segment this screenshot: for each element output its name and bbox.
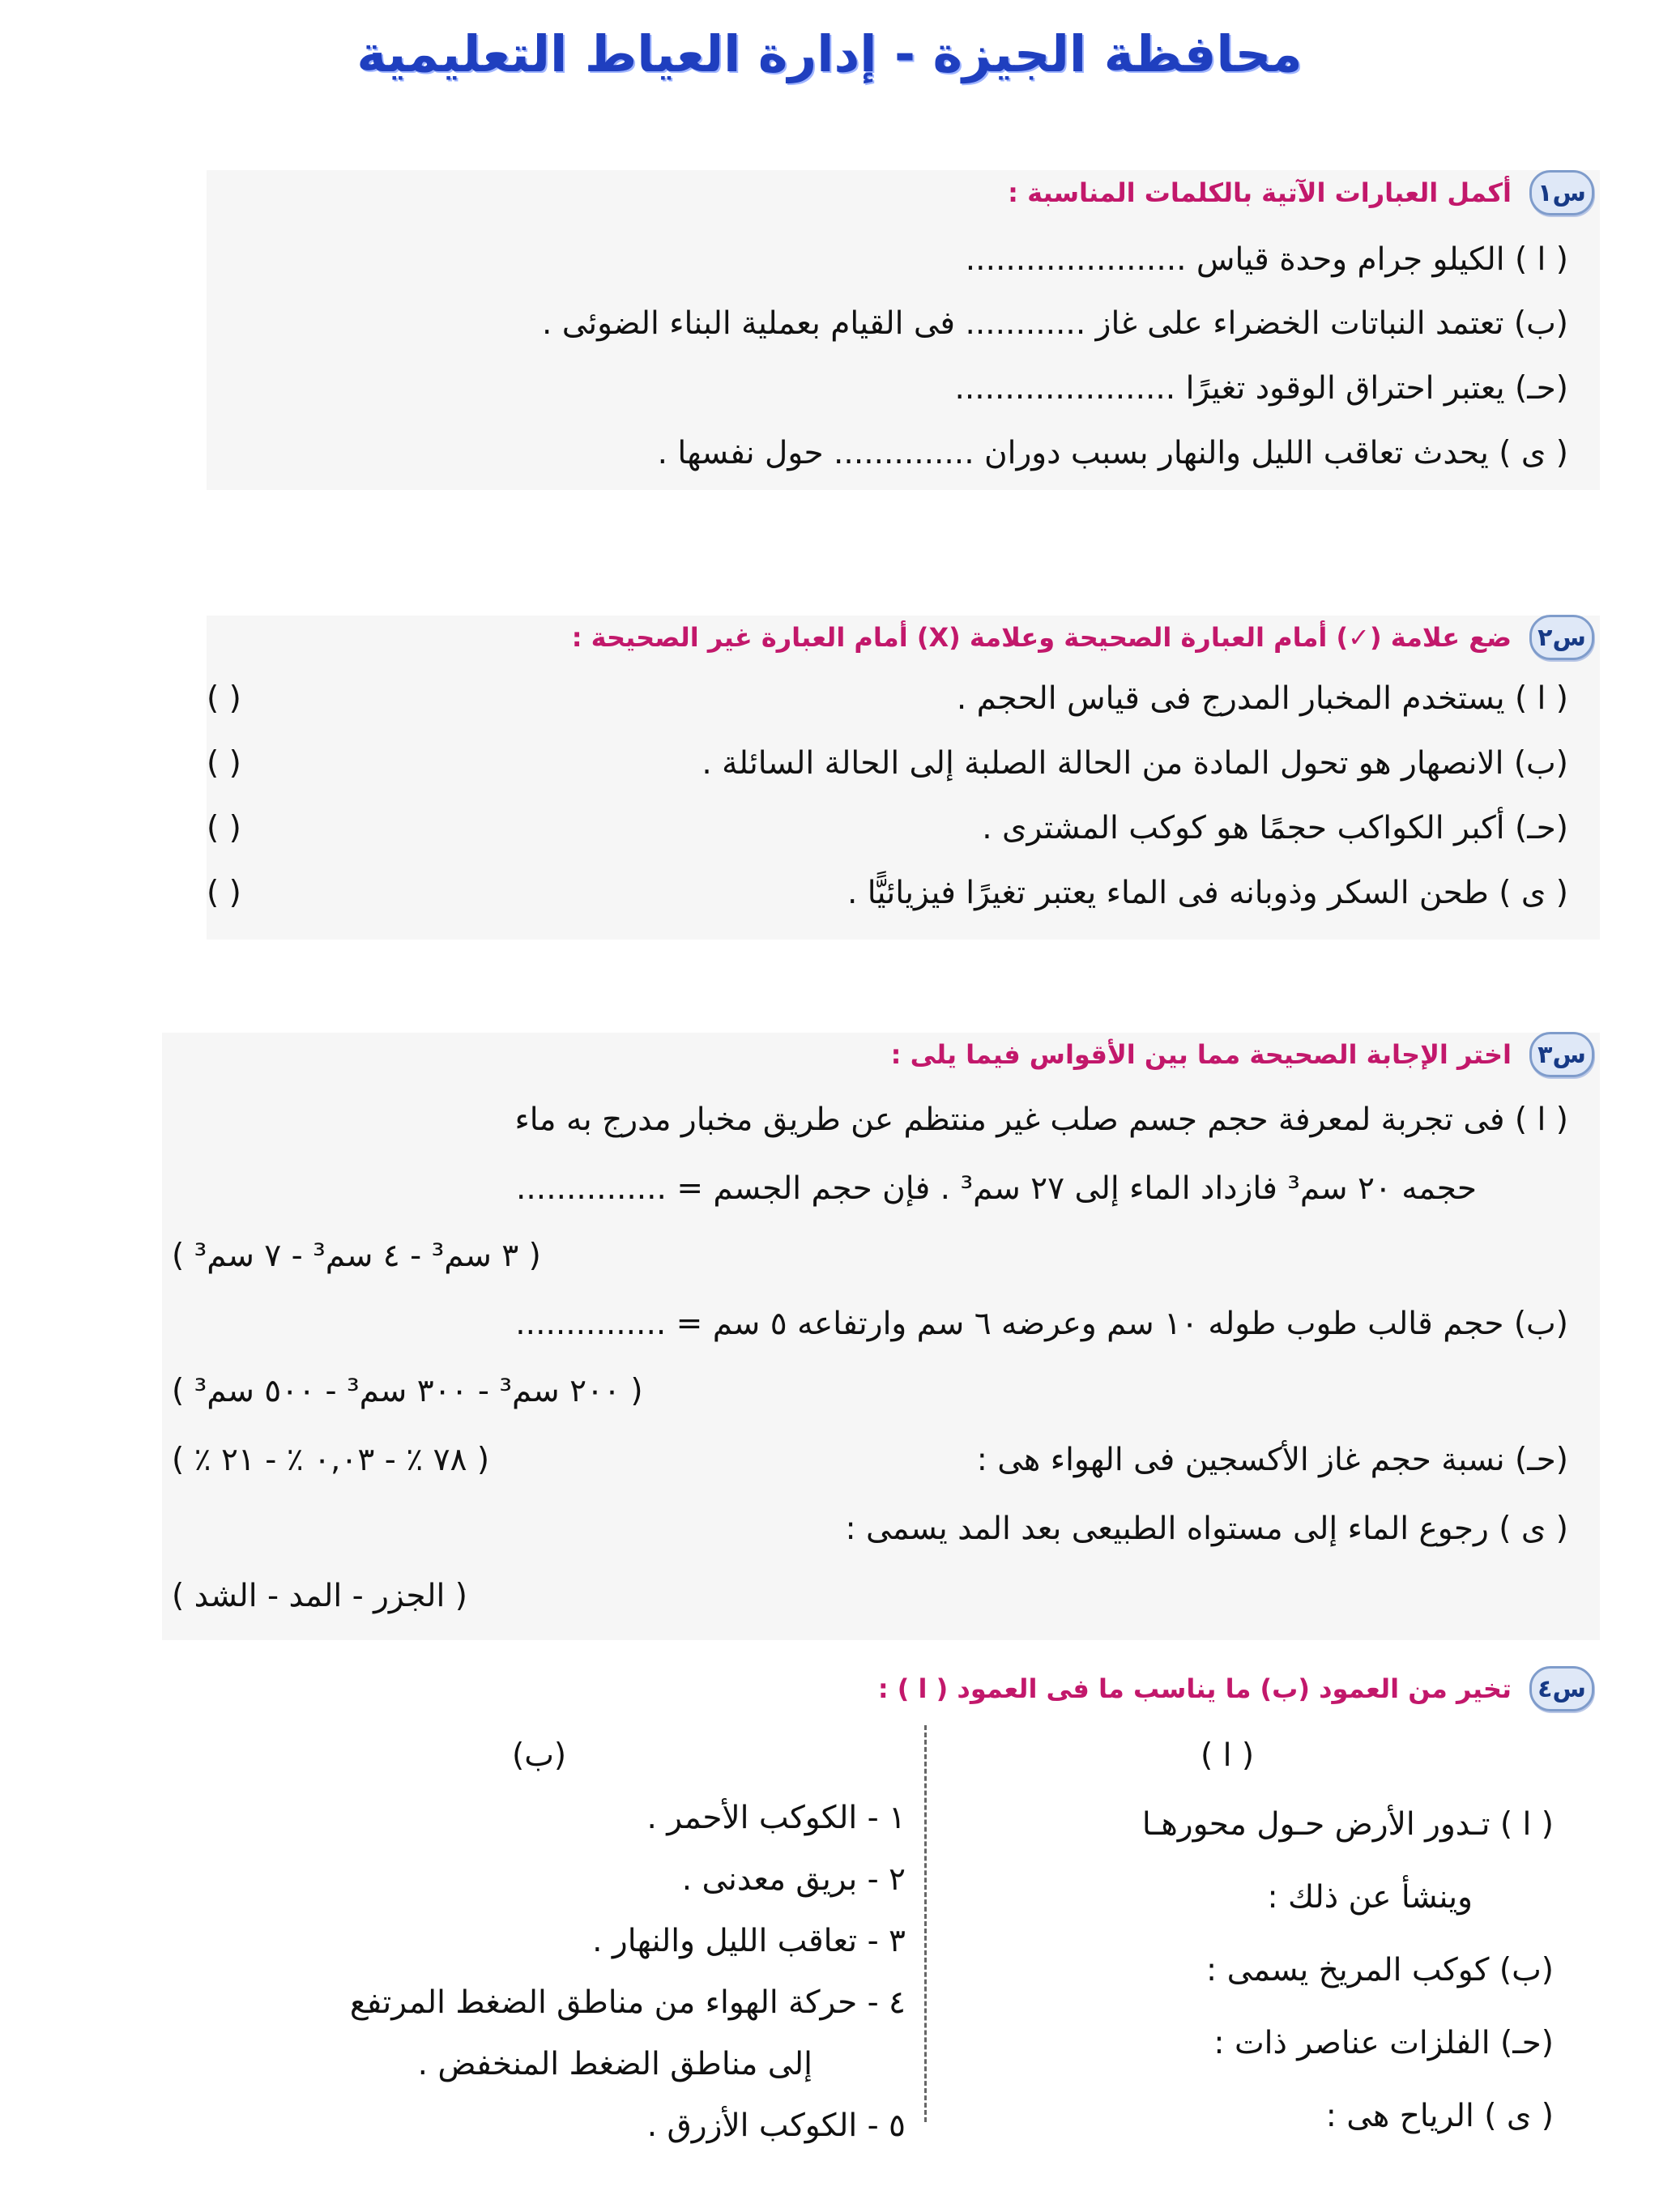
q4-header [878,1664,1594,1713]
q2-item: ( ا ) يستخدم المخبار المدرج فى قياس الحجم . [956,680,1568,717]
q2-heading: ضع علامة (✓) أمام العبارة الصحيحة وعلامة (X) أمام العبارة غير الصحيحة : [571,622,1512,653]
q1-item: (ب) تعتمد النباتات الخضراء على غاز ............ فى القيام بعملية البناء الضوئى . [541,305,1568,342]
column-a-item: ( ا ) تـدور الأرض حـول محورهـا [1141,1806,1554,1843]
q3-badge: س٣ [1529,1032,1594,1077]
column-a-item: (ب) كوكب المريخ يسمى : [1206,1952,1554,1988]
column-b-item: ٥ - الكوكب الأزرق . [646,2108,906,2144]
q2-item: (ب) الانصهار هو تحول المادة من الحالة الصلبة إلى الحالة السائلة . [702,745,1568,782]
q3-header [891,1030,1594,1079]
column-a-item: (حـ) الفلزات عناصر ذات : [1213,2025,1554,2061]
q3-choices: ( الجزر - المد - الشد ) [172,1578,467,1614]
q3-line: (حـ) نسبة حجم غاز الأكسجين فى الهواء هى : [976,1442,1568,1478]
answer-box[interactable]: ( ) [207,810,241,846]
q1-badge: س١ [1529,170,1594,215]
q3-choices: ( ٧٨ ٪ - ٠,٠٣ ٪ - ٢١ ٪ ) [172,1442,490,1478]
q4-badge: س٤ [1529,1666,1594,1711]
column-b-header: (ب) [512,1737,567,1774]
column-a-item: ( ى ) الرياح هى : [1325,2098,1554,2134]
column-b-item: ٢ - بريق معدنى . [681,1861,906,1898]
q1-heading: أكمل العبارات الآتية بالكلمات المناسبة : [1008,177,1512,208]
column-b-item: ١ - الكوكب الأحمر . [646,1800,906,1836]
q3-line: (ب) حجم قالب طوب طوله ١٠ سم وعرضه ٦ سم وارتفاعه ٥ سم = ............... [515,1306,1568,1342]
q2-badge: س٢ [1529,615,1594,660]
column-b-item: ٣ - تعاقب الليل والنهار . [592,1923,906,1959]
column-a-item: وينشأ عن ذلك : [1267,1879,1473,1916]
q1-item: ( ا ) الكيلو جرام وحدة قياس ...................... [965,241,1568,278]
q2-header [572,613,1594,662]
q1-item: ( ى ) يحدث تعاقب الليل والنهار بسبب دوران .............. حول نفسها . [657,435,1568,471]
page-title: محافظة الجيزة - إدارة العياط التعليمية [356,24,1303,83]
q3-heading: اختر الإجابة الصحيحة مما بين الأقواس فيما يلى : [890,1039,1512,1070]
q2-item: (حـ) أكبر الكواكب حجمًا هو كوكب المشترى . [982,810,1568,846]
q2-item: ( ى ) طحن السكر وذوبانه فى الماء يعتبر تغيرًا فيزيائيًّا . [847,875,1568,911]
q3-choices: ( ٣ سم³ - ٤ سم³ - ٧ سم³ ) [172,1238,541,1274]
column-b-item: ٤ - حركة الهواء من مناطق الضغط المرتفع [349,1984,906,2021]
answer-box[interactable]: ( ) [207,745,241,782]
answer-box[interactable]: ( ) [207,680,241,717]
q3-choices: ( ٢٠٠ سم³ - ٣٠٠ سم³ - ٥٠٠ سم³ ) [172,1373,643,1409]
q3-line: ( ى ) رجوع الماء إلى مستواه الطبيعى بعد المد يسمى : [845,1511,1568,1547]
column-b-item: إلى مناطق الضغط المنخفض . [417,2046,812,2082]
q1-item: (حـ) يعتبر احتراق الوقود تغيرًا ...................... [954,370,1568,407]
q4-heading: تخير من العمود (ب) ما يناسب ما فى العمود ( ا ) : [877,1673,1512,1704]
answer-box[interactable]: ( ) [207,875,241,911]
q3-line: حجمه ٢٠ سم³ فازداد الماء إلى ٢٧ سم³ . فإن حجم الجسم = ............... [516,1170,1477,1207]
column-a-header: ( ا ) [1201,1737,1255,1774]
q1-header [1008,168,1594,217]
column-divider [924,1725,927,2122]
q3-line: ( ا ) فى تجربة لمعرفة حجم جسم صلب غير منتظم عن طريق مخبار مدرج به ماء [514,1102,1568,1138]
